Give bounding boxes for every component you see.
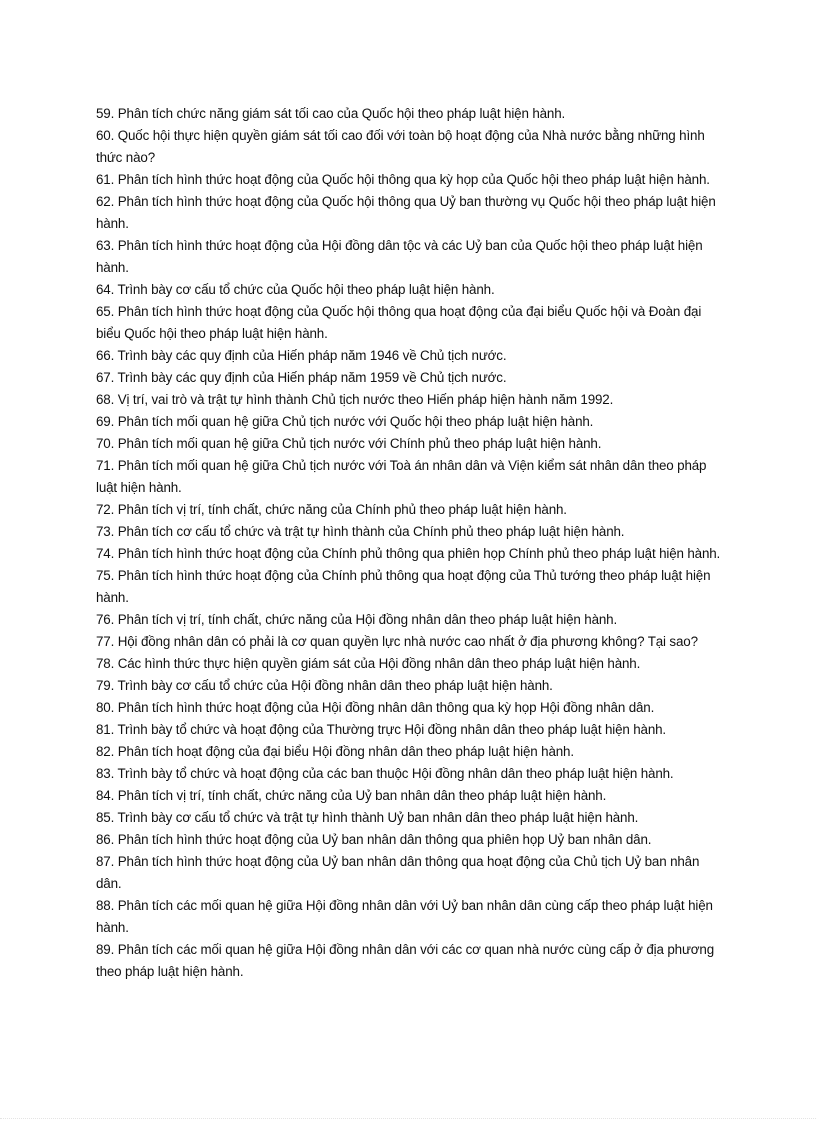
question-74: 74. Phân tích hình thức hoạt động của Chính phủ thông qua phiên họp Chính phủ theo pháp luật hiện hành.: [96, 546, 721, 561]
question-89: 89. Phân tích các mối quan hệ giữa Hội đồng nhân dân với các cơ quan nhà nước cùng cấp ở địa phương theo pháp luật hiện hành.: [96, 942, 715, 979]
question-86: 86. Phân tích hình thức hoạt động của Uỷ ban nhân dân thông qua phiên họp Uỷ ban nhân dân.: [96, 832, 652, 847]
question-68: 68. Vị trí, vai trò và trật tự hình thành Chủ tịch nước theo Hiến pháp hiện hành năm 1992.: [96, 392, 614, 407]
question-76: 76. Phân tích vị trí, tính chất, chức năng của Hội đồng nhân dân theo pháp luật hiện hành.: [96, 612, 618, 627]
question-72: 72. Phân tích vị trí, tính chất, chức năng của Chính phủ theo pháp luật hiện hành.: [96, 502, 567, 517]
question-81: 81. Trình bày tổ chức và hoạt động của Thường trực Hội đồng nhân dân theo pháp luật hiện hành.: [96, 722, 667, 737]
question-64: 64. Trình bày cơ cấu tổ chức của Quốc hội theo pháp luật hiện hành.: [96, 282, 495, 297]
question-79: 79. Trình bày cơ cấu tổ chức của Hội đồng nhân dân theo pháp luật hiện hành.: [96, 678, 553, 693]
page-bottom-divider: [0, 1118, 816, 1119]
question-69: 69. Phân tích mối quan hệ giữa Chủ tịch nước với Quốc hội theo pháp luật hiện hành.: [96, 414, 594, 429]
question-75: 75. Phân tích hình thức hoạt động của Chính phủ thông qua hoạt động của Thủ tướng theo pháp luật hiện hành.: [96, 568, 711, 605]
question-73: 73. Phân tích cơ cấu tổ chức và trật tự hình thành của Chính phủ theo pháp luật hiện hành.: [96, 524, 625, 539]
question-65: 65. Phân tích hình thức hoạt động của Quốc hội thông qua hoạt động của đại biểu Quốc hội và Đoàn đại biểu Quốc hội theo pháp luật hiện hành.: [96, 304, 702, 341]
question-61: 61. Phân tích hình thức hoạt động của Quốc hội thông qua kỳ họp của Quốc hội theo pháp luật hiện hành.: [96, 172, 710, 187]
question-67: 67. Trình bày các quy định của Hiến pháp năm 1959 về Chủ tịch nước.: [96, 370, 507, 385]
question-62: 62. Phân tích hình thức hoạt động của Quốc hội thông qua Uỷ ban thường vụ Quốc hội theo pháp luật hiện hành.: [96, 194, 716, 231]
question-list: [96, 103, 728, 983]
question-66: 66. Trình bày các quy định của Hiến pháp năm 1946 về Chủ tịch nước.: [96, 348, 507, 363]
question-71: 71. Phân tích mối quan hệ giữa Chủ tịch nước với Toà án nhân dân và Viện kiểm sát nhân dân theo pháp luật hiện hành.: [96, 458, 707, 495]
question-83: 83. Trình bày tổ chức và hoạt động của các ban thuộc Hội đồng nhân dân theo pháp luật hiện hành.: [96, 766, 674, 781]
question-78: 78. Các hình thức thực hiện quyền giám sát của Hội đồng nhân dân theo pháp luật hiện hành.: [96, 656, 641, 671]
question-84: 84. Phân tích vị trí, tính chất, chức năng của Uỷ ban nhân dân theo pháp luật hiện hành.: [96, 788, 607, 803]
question-60: 60. Quốc hội thực hiện quyền giám sát tối cao đối với toàn bộ hoạt động của Nhà nước bằng những hình thức nào?: [96, 128, 705, 165]
question-87: 87. Phân tích hình thức hoạt động của Uỷ ban nhân dân thông qua hoạt động của Chủ tịch Uỷ ban nhân dân.: [96, 854, 700, 891]
question-70: 70. Phân tích mối quan hệ giữa Chủ tịch nước với Chính phủ theo pháp luật hiện hành.: [96, 436, 602, 451]
question-85: 85. Trình bày cơ cấu tổ chức và trật tự hình thành Uỷ ban nhân dân theo pháp luật hiện hành.: [96, 810, 639, 825]
question-59: 59. Phân tích chức năng giám sát tối cao của Quốc hội theo pháp luật hiện hành.: [96, 106, 566, 121]
question-88: 88. Phân tích các mối quan hệ giữa Hội đồng nhân dân với Uỷ ban nhân dân cùng cấp theo pháp luật hiện hành.: [96, 898, 713, 935]
question-63: 63. Phân tích hình thức hoạt động của Hội đồng dân tộc và các Uỷ ban của Quốc hội theo pháp luật hiện hành.: [96, 238, 703, 275]
question-77: 77. Hội đồng nhân dân có phải là cơ quan quyền lực nhà nước cao nhất ở địa phương không? Tại sao?: [96, 634, 698, 649]
question-80: 80. Phân tích hình thức hoạt động của Hội đồng nhân dân thông qua kỳ họp Hội đồng nhân dân.: [96, 700, 655, 715]
question-82: 82. Phân tích hoạt động của đại biểu Hội đồng nhân dân theo pháp luật hiện hành.: [96, 744, 574, 759]
